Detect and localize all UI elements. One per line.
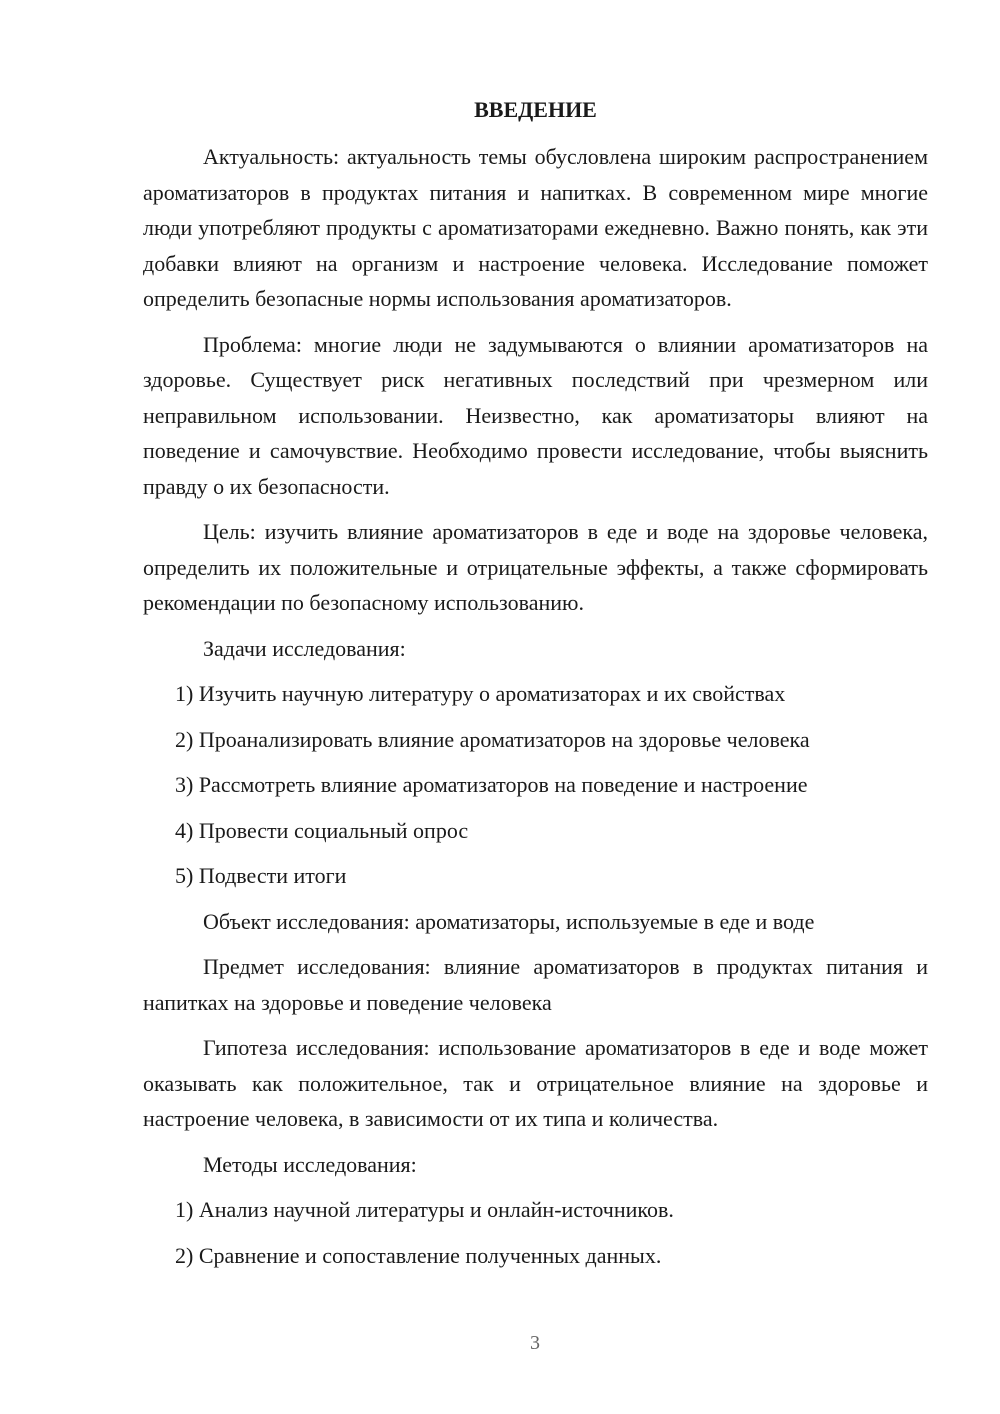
problem-paragraph: Проблема: многие люди не задумываются о влиянии ароматизаторов на здоровье. Существует риск негативных последствий при чрезмерном или неправильном использовании. Неизвестно, как ароматизаторы влияют на поведение и самочувствие. Необходимо провести исследование, чтобы выяснить правду о их безопасности. bbox=[143, 331, 928, 499]
goal-paragraph: Цель: изучить влияние ароматизаторов в еде и воде на здоровье человека, определить их положительные и отрицательные эффекты, а также сформировать рекомендации по безопасному использованию. bbox=[143, 519, 928, 615]
section-title: ВВЕДЕНИЕ bbox=[474, 97, 597, 122]
task-item: 3) Рассмотреть влияние ароматизаторов на поведение и настроение bbox=[175, 772, 808, 797]
method-item: 1) Анализ научной литературы и онлайн-источников. bbox=[175, 1197, 674, 1222]
task-item: 1) Изучить научную литературу о ароматизаторах и их свойствах bbox=[175, 681, 786, 706]
task-item: 5) Подвести итоги bbox=[175, 863, 347, 888]
page-number: 3 bbox=[530, 1332, 540, 1354]
subject-paragraph: Предмет исследования: влияние ароматизаторов в продуктах питания и напитках на здоровье и поведение человека bbox=[143, 954, 928, 1015]
methods-heading: Методы исследования: bbox=[203, 1151, 417, 1177]
task-item: 2) Проанализировать влияние ароматизаторов на здоровье человека bbox=[175, 726, 810, 752]
relevance-paragraph: Актуальность: актуальность темы обусловлена широким распространением ароматизаторов в продуктах питания и напитках. В современном мире многие люди употребляют продукты с ароматизаторами ежедневно. Важно понять, как эти добавки влияют на организм и настроение человека. Исследование поможет определить безопасные нормы использования ароматизаторов. bbox=[143, 144, 928, 311]
page-content bbox=[143, 92, 928, 1283]
hypothesis-paragraph: Гипотеза исследования: использование ароматизаторов в еде и воде может оказывать как положительное, так и отрицательное влияние на здоровье и настроение человека, в зависимости от их типа и количества. bbox=[143, 1035, 928, 1131]
task-item: 4) Провести социальный опрос bbox=[175, 817, 469, 843]
tasks-heading: Задачи исследования: bbox=[203, 635, 406, 661]
method-item: 2) Сравнение и сопоставление полученных данных. bbox=[175, 1242, 662, 1268]
object-paragraph: Объект исследования: ароматизаторы, используемые в еде и воде bbox=[203, 908, 815, 934]
